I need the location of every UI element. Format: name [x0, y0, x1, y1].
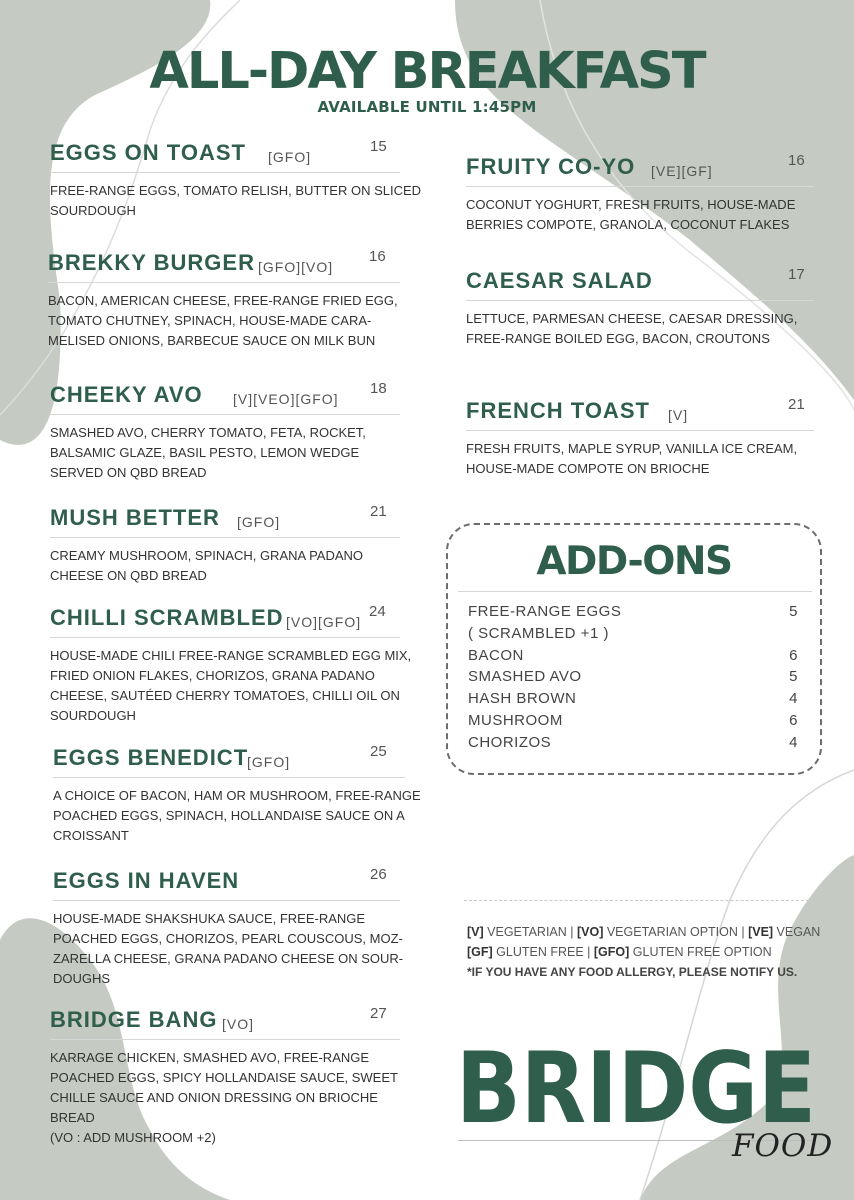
menu-item-price: 25 [370, 743, 387, 760]
addon-row [468, 690, 798, 712]
menu-item-header [50, 380, 400, 415]
menu-item [466, 396, 814, 479]
description-line: MELISED ONIONS, BARBECUE SAUCE ON MILK BUN [48, 333, 376, 348]
addons-title: ADD-ONS [536, 539, 732, 584]
menu-item-name: MUSH BETTER [50, 505, 220, 530]
addon-row [468, 603, 798, 625]
menu-item [466, 152, 814, 235]
menu-item-header [466, 266, 814, 301]
menu-item-price: 16 [369, 248, 386, 265]
description-line: TOMATO CHUTNEY, SPINACH, HOUSE-MADE CARA- [48, 313, 372, 328]
menu-item-tags: [GFO] [247, 754, 291, 770]
description-line: HOUSE-MADE COMPOTE ON BRIOCHE [466, 461, 710, 476]
description-line: COCONUT YOGHURT, FRESH FRUITS, HOUSE-MADE [466, 197, 796, 212]
addon-name: BACON [468, 647, 524, 664]
menu-item-description [466, 195, 814, 235]
menu-item-tags: [GFO][VO] [258, 259, 334, 275]
legend-text: VEGAN [773, 925, 821, 939]
menu-item-tags: [GFO] [237, 514, 281, 530]
addon-row [468, 647, 798, 669]
menu-item-header [50, 138, 400, 173]
description-line: SOURDOUGH [50, 708, 136, 723]
legend-code: [GFO] [593, 945, 630, 959]
description-line: FRESH FRUITS, MAPLE SYRUP, VANILLA ICE CREAM, [466, 441, 798, 456]
menu-item-description [50, 546, 400, 586]
addon-price: 5 [789, 603, 798, 620]
menu-item [50, 1005, 400, 1148]
legend-text: GLUTEN FREE | [492, 945, 594, 959]
page-subtitle: AVAILABLE UNTIL 1:45PM [317, 98, 537, 116]
menu-item [53, 743, 421, 846]
description-line: SMASHED AVO, CHERRY TOMATO, FETA, ROCKET, [50, 425, 366, 440]
addons-divider [458, 591, 812, 592]
description-line: BALSAMIC GLAZE, BASIL PESTO, LEMON WEDGE [50, 445, 360, 460]
description-line: POACHED EGGS, SPINACH, HOLLANDAISE SAUCE ON A [53, 808, 405, 823]
menu-item-price: 21 [370, 503, 387, 520]
description-line: (VO : ADD MUSHROOM +2) [50, 1130, 216, 1145]
menu-item-header [50, 1005, 400, 1040]
description-line: CHEESE ON QBD BREAD [50, 568, 207, 583]
menu-item-price: 21 [788, 396, 805, 413]
description-line: FREE-RANGE EGGS, TOMATO RELISH, BUTTER ON SLICED [50, 183, 422, 198]
menu-item-name: EGGS BENEDICT [53, 745, 249, 770]
menu-item-name: CHEEKY AVO [50, 382, 203, 407]
menu-item [48, 248, 400, 351]
menu-item [50, 603, 412, 726]
brand-logo [452, 1038, 820, 1128]
addon-row [468, 712, 798, 734]
description-line: POACHED EGGS, CHORIZOS, PEARL COUSCOUS, MOZ- [53, 931, 403, 946]
menu-item-price: 27 [370, 1005, 387, 1022]
dietary-legend-line-1 [467, 925, 820, 939]
addon-price: 6 [789, 712, 798, 729]
menu-item-name: BREKKY BURGER [48, 250, 255, 275]
description-line: SOURDOUGH [50, 203, 136, 218]
description-line: CREAMY MUSHROOM, SPINACH, GRANA PADANO [50, 548, 364, 563]
addon-name: SMASHED AVO [468, 668, 582, 685]
menu-item-description [53, 909, 404, 989]
description-line: HOUSE-MADE SHAKSHUKA SAUCE, FREE-RANGE [53, 911, 366, 926]
dietary-legend-line-2 [467, 945, 772, 959]
menu-item-tags: [VO] [222, 1016, 255, 1032]
description-line: POACHED EGGS, SPICY HOLLANDAISE SAUCE, SWEET [50, 1070, 398, 1085]
menu-item-header [466, 152, 814, 187]
legend-code: [V] [467, 925, 484, 939]
legend-code: [GF] [467, 945, 493, 959]
description-line: CHILLE SAUCE AND ONION DRESSING ON BRIOCHE [50, 1090, 378, 1105]
menu-item-tags: [V] [668, 407, 689, 423]
menu-item-name: EGGS IN HAVEN [53, 868, 240, 893]
menu-item-header [466, 396, 814, 431]
legend-text: VEGETARIAN OPTION | [603, 925, 749, 939]
legend-code: [VE] [748, 925, 774, 939]
menu-item-name: CAESAR SALAD [466, 268, 653, 293]
menu-item-price: 24 [369, 603, 386, 620]
addon-name: CHORIZOS [468, 734, 552, 751]
menu-item-price: 17 [788, 266, 805, 283]
menu-item-header [48, 248, 400, 283]
description-line: DOUGHS [53, 971, 111, 986]
allergy-notice: *IF YOU HAVE ANY FOOD ALLERGY, PLEASE NOTIFY US. [467, 965, 798, 979]
brand-name: BRIDGE [456, 1038, 816, 1128]
addon-name: ( SCRAMBLED +1 ) [468, 625, 609, 642]
menu-item-description [466, 439, 814, 479]
menu-item-name: FRENCH TOAST [466, 398, 650, 423]
menu-item [53, 866, 404, 989]
page-title: ALL-DAY BREAKFAST [149, 42, 705, 101]
menu-item-description [50, 181, 422, 221]
menu-item [50, 380, 400, 483]
menu-item-description [50, 1048, 400, 1148]
menu-item-header [53, 743, 405, 778]
addon-price: 6 [789, 647, 798, 664]
description-line: FRIED ONION FLAKES, CHORIZOS, GRANA PADANO [50, 668, 375, 683]
addons-box [446, 523, 822, 775]
description-line: BERRIES COMPOTE, GRANOLA, COCONUT FLAKES [466, 217, 790, 232]
addon-price: 5 [789, 668, 798, 685]
menu-item-description [53, 786, 421, 846]
description-line: SERVED ON QBD BREAD [50, 465, 207, 480]
description-line: BREAD [50, 1110, 95, 1125]
addon-name: HASH BROWN [468, 690, 577, 707]
menu-item [466, 266, 814, 349]
menu-item-price: 16 [788, 152, 805, 169]
description-line: BACON, AMERICAN CHEESE, FREE-RANGE FRIED EGG, [48, 293, 398, 308]
addon-row [468, 734, 798, 756]
menu-item-name: BRIDGE BANG [50, 1007, 218, 1032]
description-line: HOUSE-MADE CHILI FREE-RANGE SCRAMBLED EGG MIX, [50, 648, 412, 663]
menu-item-header [50, 603, 400, 638]
legend-text: VEGETARIAN | [483, 925, 577, 939]
addon-price: 4 [789, 734, 798, 751]
menu-item-header [50, 503, 400, 538]
description-line: CROISSANT [53, 828, 129, 843]
legend-text: GLUTEN FREE OPTION [629, 945, 772, 959]
description-line: ZARELLA CHEESE, GRANA PADANO CHEESE ON SOUR- [53, 951, 404, 966]
brand-subtitle: FOOD [732, 1128, 834, 1164]
description-line: A CHOICE OF BACON, HAM OR MUSHROOM, FREE-RANGE [53, 788, 421, 803]
menu-item-description [50, 646, 412, 726]
legend-code: [VO] [576, 925, 604, 939]
description-line: KARRAGE CHICKEN, SMASHED AVO, FREE-RANGE [50, 1050, 370, 1065]
menu-item-tags: [GFO] [268, 149, 312, 165]
menu-item-price: 26 [370, 866, 387, 883]
menu-item-tags: [V][VEO][GFO] [233, 391, 339, 407]
menu-item-price: 15 [370, 138, 387, 155]
addon-price: 4 [789, 690, 798, 707]
menu-item-name: CHILLI SCRAMBLED [50, 605, 284, 630]
description-line: LETTUCE, PARMESAN CHEESE, CAESAR DRESSING, [466, 311, 798, 326]
menu-item-description [466, 309, 814, 349]
addon-row [468, 625, 798, 647]
menu-item-header [53, 866, 400, 901]
description-line: FREE-RANGE BOILED EGG, BACON, CROUTONS [466, 331, 770, 346]
menu-item [50, 138, 422, 221]
legend-divider [464, 900, 814, 901]
menu-item-description [50, 423, 400, 483]
addon-name: MUSHROOM [468, 712, 563, 729]
menu-item-price: 18 [370, 380, 387, 397]
menu-item-name: FRUITY CO-YO [466, 154, 636, 179]
menu-item-tags: [VE][GF] [651, 163, 713, 179]
description-line: CHEESE, SAUTÉED CHERRY TOMATOES, CHILLI OIL ON [50, 688, 400, 703]
addon-row [468, 668, 798, 690]
menu-item-description [48, 291, 400, 351]
menu-item [50, 503, 400, 586]
addon-name: FREE-RANGE EGGS [468, 603, 622, 620]
menu-item-name: EGGS ON TOAST [50, 140, 246, 165]
menu-item-tags: [VO][GFO] [286, 614, 362, 630]
